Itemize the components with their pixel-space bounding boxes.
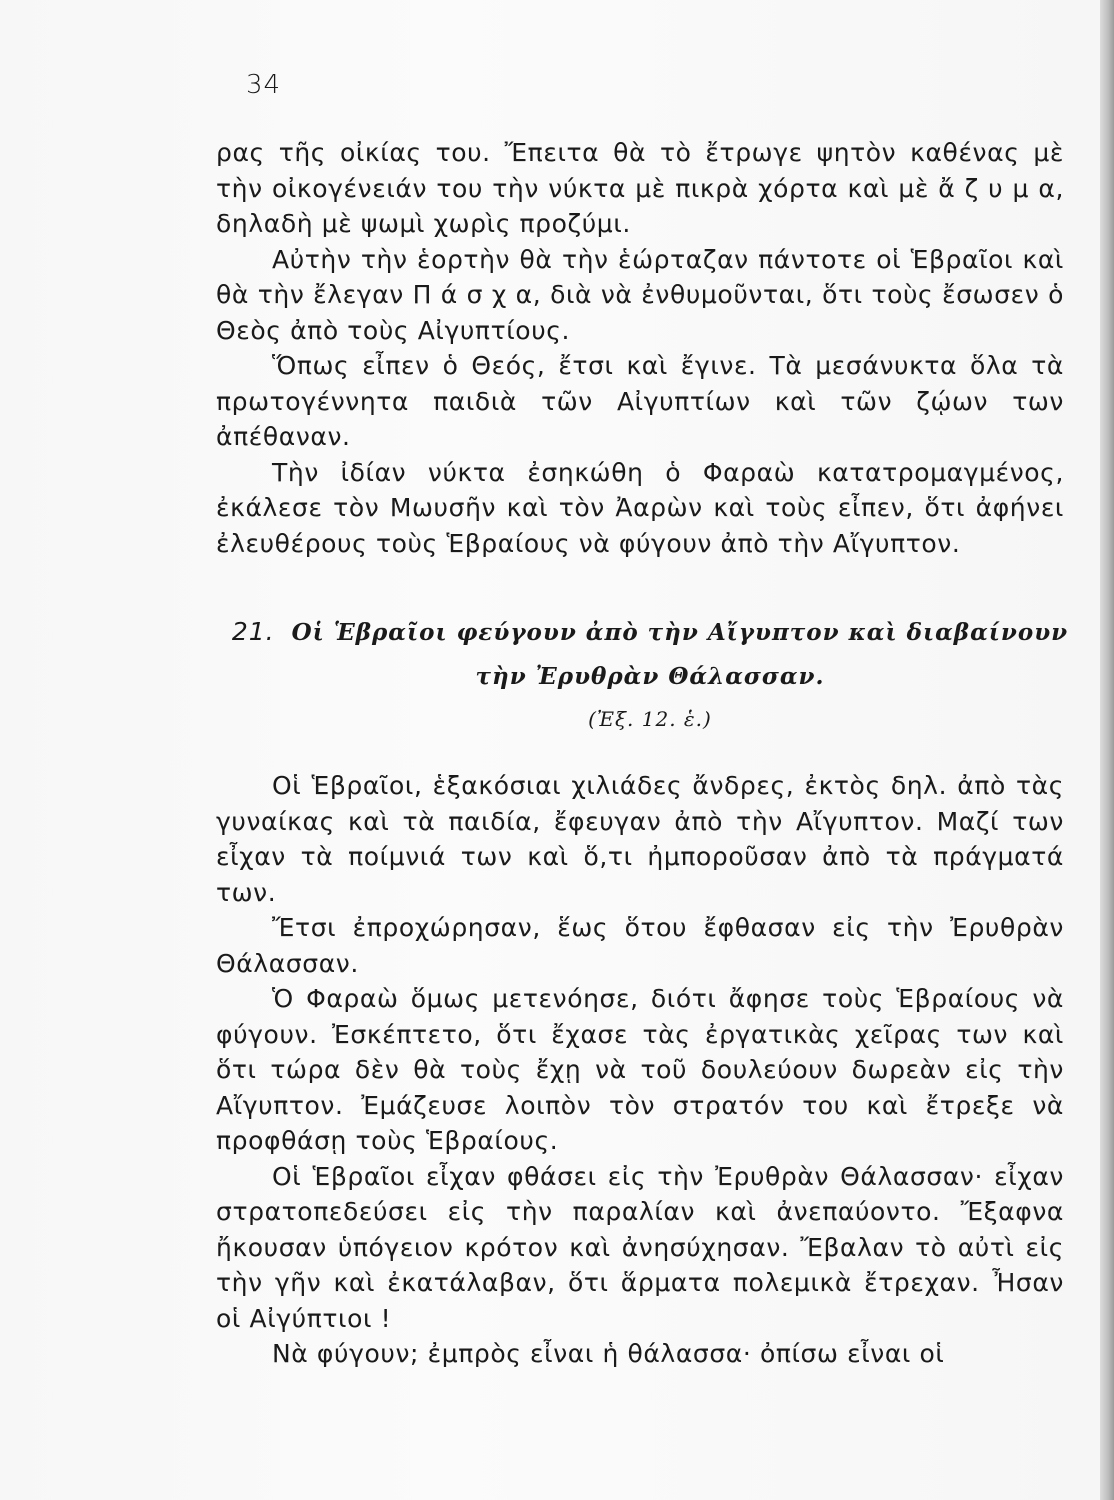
- section-title-line1: Οἱ Ἑβραῖοι φεύγουν ἀπὸ τὴν Αἴγυπτον καὶ διαβαίνουν: [291, 619, 1069, 646]
- paragraph: Νὰ φύγουν; ἐμπρὸς εἶναι ἡ θάλασσα· ὀπίσω εἶναι οἱ: [272, 1339, 945, 1368]
- section-title: [216, 617, 1074, 646]
- paragraph: Οἱ Ἑβραῖοι, ἑξακόσιαι χιλιάδες ἄνδρες, ἐκτὸς δηλ. ἀπὸ τὰς γυναίκας καὶ τὰ παιδία, ἔφευγαν ἀπὸ τὴν Αἴγυπτον. Μαζί των εἶχαν τὰ ποίμνιά των καὶ ὅ,τι ἠμποροῦσαν ἀπὸ τὰ πράγματά των.: [216, 771, 1064, 907]
- page-number: 34: [246, 70, 282, 100]
- section-number: 21.: [231, 617, 275, 646]
- text-block-bottom: [216, 768, 1064, 1372]
- paragraph: Αὐτὴν τὴν ἑορτὴν θὰ τὴν ἑώρταζαν πάντοτε οἱ Ἑβραῖοι καὶ θὰ τὴν ἔλεγαν Π ά σ χ α, διὰ νὰ ἐνθυμοῦνται, ὅτι τοὺς ἔσωσεν ὁ Θεὸς ἀπὸ τοὺς Αἰγυπτίους.: [216, 244, 1064, 345]
- paragraph: Τὴν ἰδίαν νύκτα ἐσηκώθη ὁ Φαραὼ κατατρομαγμένος, ἐκάλεσε τὸν Μωυσῆν καὶ τὸν Ἀαρὼν καὶ τοὺς εἶπεν, ὅτι ἀφήνει ἐλευθέρους τοὺς Ἑβραίους νὰ φύγουν ἀπὸ τὴν Αἴγυπτον.: [216, 457, 1064, 558]
- paragraph: Οἱ Ἑβραῖοι εἶχαν φθάσει εἰς τὴν Ἐρυθρὰν Θάλασσαν· εἶχαν στρατοπεδεύσει εἰς τὴν παραλίαν καὶ ἀνεπαύοντο. Ἔξαφνα ἤκουσαν ὑπόγειον κρότον καὶ ἀνησύχησαν. Ἔβαλαν τὸ αὐτὶ εἰς τὴν γῆν καὶ ἐκατάλαβαν, ὅτι ἅρματα πολεμικὰ ἔτρεχαν. Ἦσαν οἱ Αἰγύπτιοι !: [216, 1161, 1064, 1333]
- paragraph: Ὁ Φαραὼ ὅμως μετενόησε, διότι ἄφησε τοὺς Ἑβραίους νὰ φύγουν. Ἐσκέπτετο, ὅτι ἔχασε τὰς ἐργατικὰς χεῖρας των καὶ ὅτι τώρα δὲν θὰ τοὺς ἔχῃ νὰ τοῦ δουλεύουν δωρεὰν εἰς τὴν Αἴγυπτον. Ἐμάζευσε λοιπὸν τὸν στρατόν του καὶ ἔτρεξε νὰ προφθάσῃ τοὺς Ἑβραίους.: [216, 984, 1064, 1155]
- section-title-line2: τὴν Ἐρυθρὰν Θάλασσαν.: [475, 663, 825, 690]
- page-edge-shadow: [1100, 0, 1114, 1500]
- paragraph: Ὅπως εἶπεν ὁ Θεός, ἔτσι καὶ ἔγινε. Τὰ μεσάνυκτα ὅλα τὰ πρωτογέννητα παιδιὰ τῶν Αἰγυπτίων καὶ τῶν ζῴων των ἀπέθαναν.: [216, 351, 1064, 451]
- text-block-top: [216, 135, 1064, 561]
- section-reference: (Ἐξ. 12. ἑ.): [588, 707, 712, 731]
- paragraph: ρας τῆς οἰκίας του. Ἔπειτα θὰ τὸ ἔτρωγε ψητὸν καθένας μὲ τὴν οἰκογένειάν του τὴν νύκτα μὲ πικρὰ χόρτα καὶ μὲ ἄ ζ υ μ α, δηλαδὴ μὲ ψωμὶ χωρὶς προζύμι.: [216, 138, 1064, 238]
- paragraph: Ἔτσι ἐπροχώρησαν, ἕως ὅτου ἔφθασαν εἰς τὴν Ἐρυθρὰν Θάλασσαν.: [216, 913, 1064, 978]
